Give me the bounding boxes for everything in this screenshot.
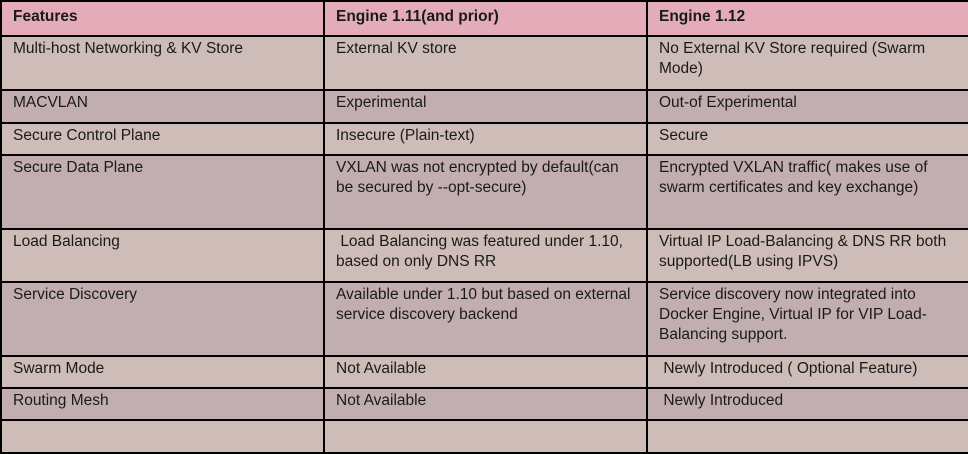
table-row [1,90,968,123]
engine-1-11-cell: External KV store [324,36,647,90]
table-row [1,155,968,229]
engine-1-12-cell: Newly Introduced [647,388,968,420]
engine-1-12-cell: Virtual IP Load-Balancing & DNS RR both supported(LB using IPVS) [647,229,968,282]
header-engine-1-11: Engine 1.11(and prior) [324,1,647,36]
engine-1-11-cell: Not Available [324,388,647,420]
feature-cell: Secure Control Plane [1,123,324,155]
engine-1-12-cell: Newly Introduced ( Optional Feature) [647,356,968,388]
table-row [1,229,968,282]
engine-1-11-cell: Experimental [324,90,647,123]
feature-cell [1,420,324,453]
engine-1-12-cell [647,420,968,453]
header-features: Features [1,1,324,36]
engine-1-12-cell: No External KV Store required (Swarm Mode) [647,36,968,90]
table-header [1,1,968,36]
engine-1-11-cell [324,420,647,453]
table-row [1,282,968,356]
table-row [1,388,968,420]
table-body [1,36,968,453]
engine-1-12-cell: Service discovery now integrated into Docker Engine, Virtual IP for VIP Load-Balancing support. [647,282,968,356]
engine-1-11-cell: Insecure (Plain-text) [324,123,647,155]
feature-cell: MACVLAN [1,90,324,123]
engine-1-11-cell: Not Available [324,356,647,388]
engine-1-12-cell: Out-of Experimental [647,90,968,123]
feature-cell: Multi-host Networking & KV Store [1,36,324,90]
engine-1-11-cell: Load Balancing was featured under 1.10, based on only DNS RR [324,229,647,282]
engine-1-11-cell: VXLAN was not encrypted by default(can be secured by --opt-secure) [324,155,647,229]
engine-1-11-cell: Available under 1.10 but based on external service discovery backend [324,282,647,356]
engine-1-12-cell: Encrypted VXLAN traffic( makes use of swarm certificates and key exchange) [647,155,968,229]
header-engine-1-12: Engine 1.12 [647,1,968,36]
feature-cell: Service Discovery [1,282,324,356]
feature-cell: Secure Data Plane [1,155,324,229]
feature-cell: Load Balancing [1,229,324,282]
header-row [1,1,968,36]
table-row [1,356,968,388]
table-row [1,36,968,90]
feature-cell: Routing Mesh [1,388,324,420]
table-row [1,420,968,453]
table-row [1,123,968,155]
engine-1-12-cell: Secure [647,123,968,155]
feature-cell: Swarm Mode [1,356,324,388]
